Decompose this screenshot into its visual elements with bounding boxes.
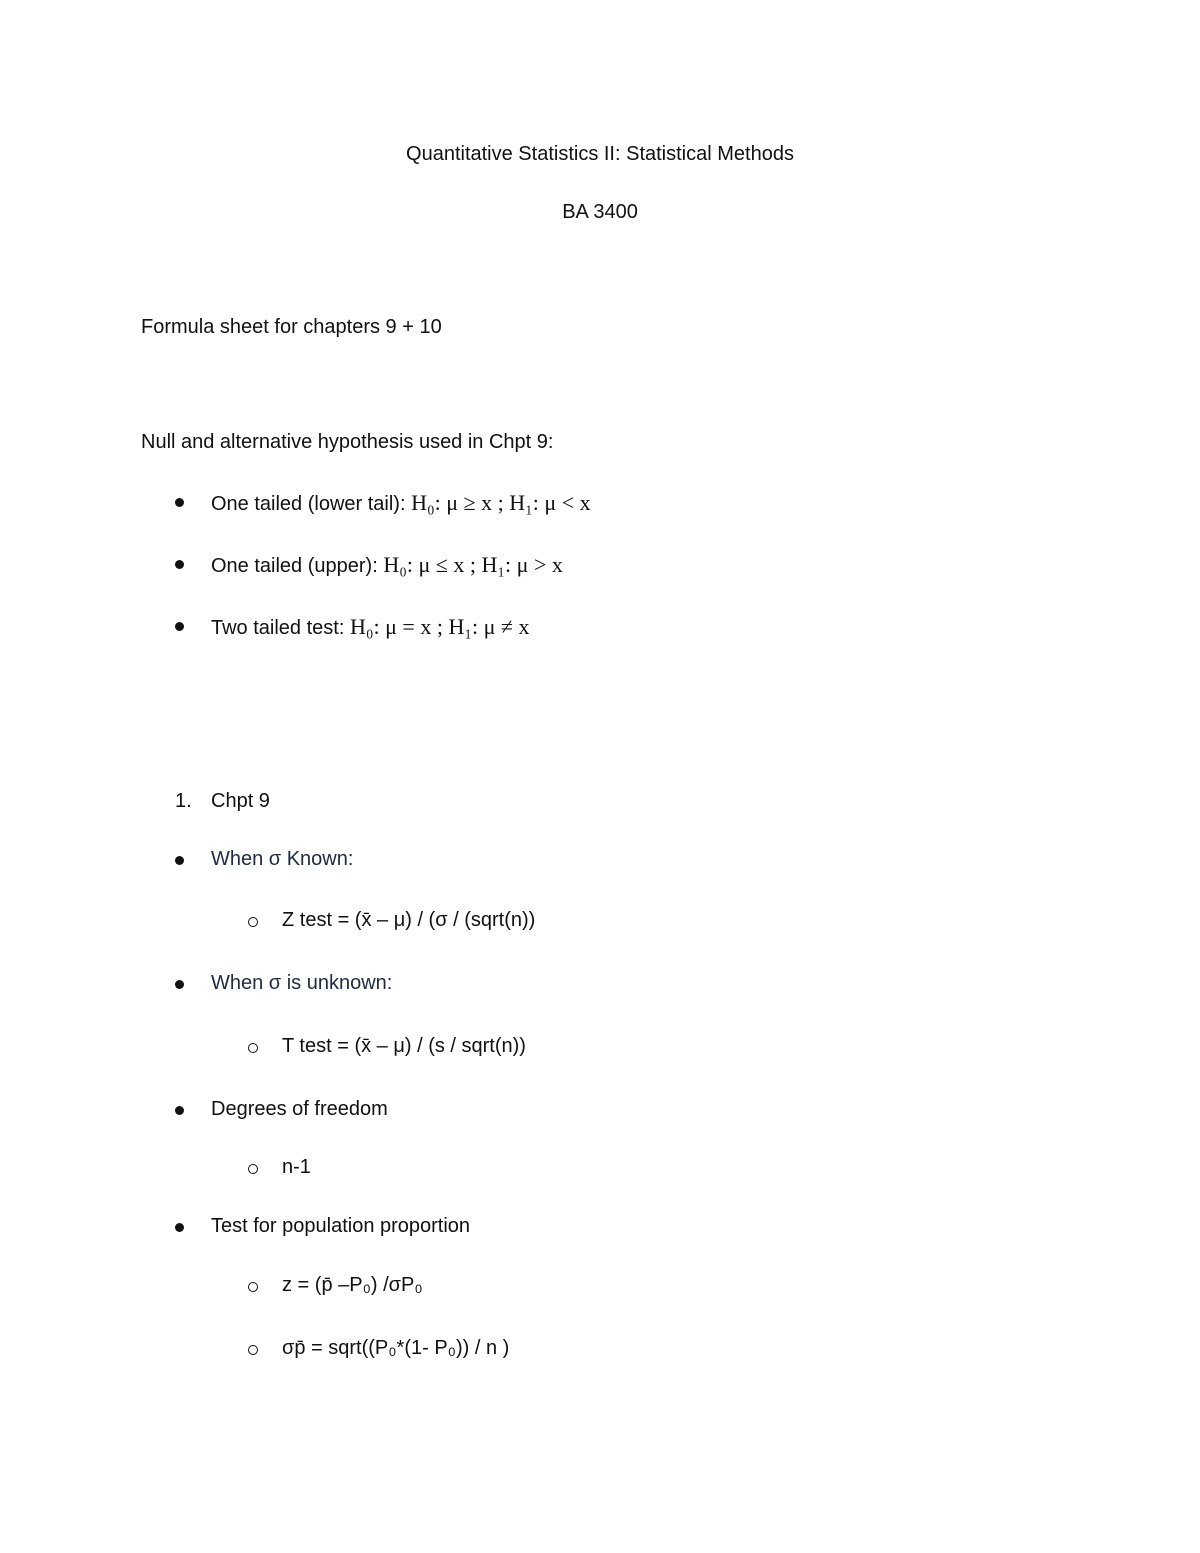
hypothesis-label: One tailed (upper): [211, 555, 384, 577]
document-title: Quantitative Statistics II: Statistical Methods [406, 143, 794, 165]
sub-bullet-icon [248, 1345, 258, 1355]
z-proportion-formula: z = (p̄ –P₀) /σP₀ [282, 1274, 423, 1296]
hypothesis-item-two-tailed [211, 614, 530, 640]
hypothesis-label: One tailed (lower tail): [211, 493, 412, 515]
sub-bullet-icon [248, 917, 258, 927]
section-sigma-known: When σ Known: [211, 848, 354, 870]
bullet-icon [175, 980, 184, 989]
sigma-p-formula: σp̄ = sqrt((P₀*(1- P₀)) / n ) [282, 1337, 510, 1359]
list-number: 1. [175, 790, 192, 812]
z-test-formula: Z test = (x̄ – μ) / (σ / (sqrt(n)) [282, 909, 536, 931]
hypothesis-formula: H₀: μ ≥ x ; H₁: μ < x [411, 490, 591, 515]
hypothesis-item-upper [211, 552, 563, 578]
hypothesis-formula: H₀: μ = x ; H₁: μ ≠ x [349, 614, 530, 639]
hypothesis-item-lower [211, 490, 591, 516]
bullet-icon [175, 498, 184, 507]
section-sigma-unknown: When σ is unknown: [211, 972, 393, 994]
bullet-icon [175, 1106, 184, 1115]
sub-bullet-icon [248, 1282, 258, 1292]
bullet-icon [175, 856, 184, 865]
chapter-title: Chpt 9 [211, 790, 270, 812]
hypotheses-heading: Null and alternative hypothesis used in Chpt 9: [141, 431, 554, 453]
t-test-formula: T test = (x̄ – μ) / (s / sqrt(n)) [282, 1035, 526, 1057]
formula-sheet-intro: Formula sheet for chapters 9 + 10 [141, 316, 442, 338]
bullet-icon [175, 1223, 184, 1232]
sub-bullet-icon [248, 1164, 258, 1174]
section-population-proportion: Test for population proportion [211, 1215, 471, 1237]
degrees-of-freedom-formula: n-1 [282, 1156, 311, 1178]
section-degrees-of-freedom: Degrees of freedom [211, 1098, 388, 1120]
bullet-icon [175, 560, 184, 569]
sub-bullet-icon [248, 1043, 258, 1053]
bullet-icon [175, 622, 184, 631]
course-code: BA 3400 [562, 201, 638, 223]
hypothesis-formula: H₀: μ ≤ x ; H₁: μ > x [383, 552, 563, 577]
hypothesis-label: Two tailed test: [211, 617, 350, 639]
